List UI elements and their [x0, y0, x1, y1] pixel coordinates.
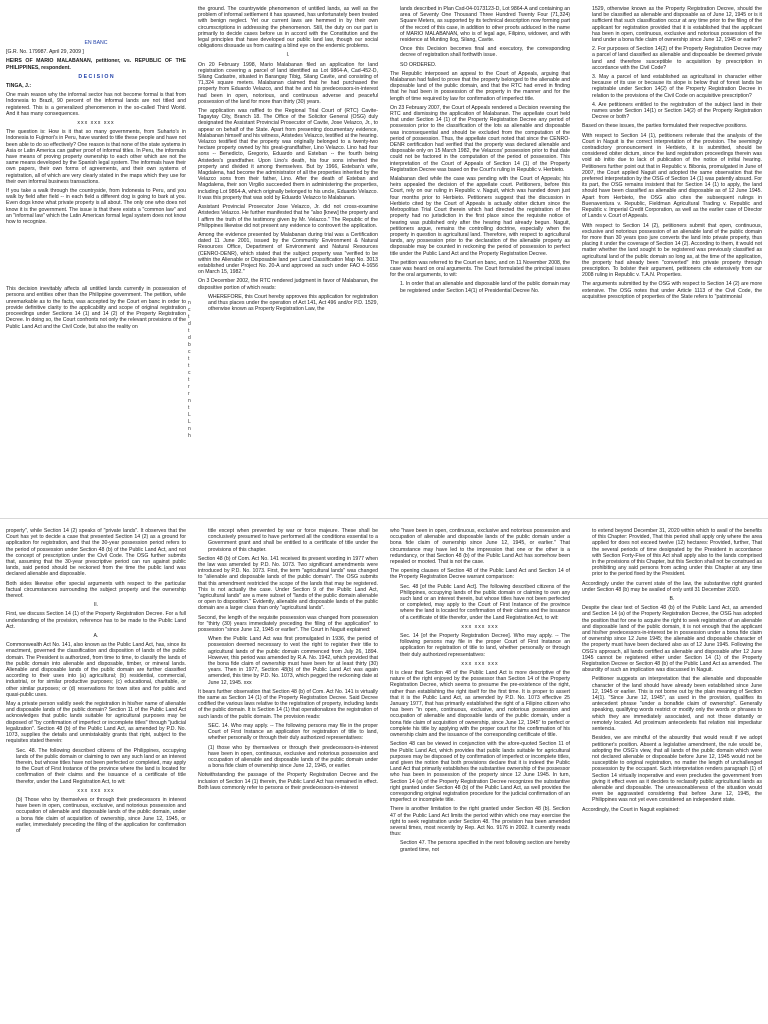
paragraph: First, we discuss Section 14 (1) of the Property Registration Decree. For a full understanding of the provision, reference has to be made to the Public Land Act. — [6, 611, 186, 630]
page2-column-4 — [582, 528, 762, 1022]
paragraph: On 20 February 1998, Mario Malabanan filed an application for land registration covering a parcel of land identified as Lot 9864-A, Cad-452-D, Silang Cadastre, situated in Barangay Tibig, Silang Cavite, and consisting of 71,324 square meters. Malabanan claimed that he had purchased the property from Eduardo Velazco, and that he and his predecessors-in-interest had been in open, notorious, and continuous adverse and peaceful possession of the land for more than thirty (30) years. — [198, 61, 378, 105]
paragraph: It is clear that Section 48 of the Public Land Act is more descriptive of the nature of the right enjoyed by the possessor than Section 14 of the Property Registration Decree, which seems to presume the pre-existence of the right, rather than establishing the right itself for the first time. It is proper to assert that it is the Public Land Act, as amended by P.D. No. 1073 effective 25 January 1977, that has primarily established the right of a Filipino citizen who has been "in open, continuous, exclusive, and notorious possession and occupation of alienable and disposable lands of the public domain, under a bona fide claim of acquisition of ownership, since June 12, 1945" to perfect or complete his title by applying with the proper court for the confirmation of his ownership claim and the issuance of the corresponding certificate of title. — [390, 670, 570, 739]
block-quote: 3. May a parcel of land established as agricultural in character either because of its use or because its slope is below that of forest lands be registrable under Section 14(2) of the Property Registration Decree in relation to the provisions of the Civil Code on acquisitive prescription? — [592, 74, 762, 99]
separator: xxx xxx xxx — [77, 120, 115, 127]
top-spacer — [6, 6, 186, 40]
ponente: TINGA, J.: — [6, 83, 32, 90]
block-quote: Sec. 48 [of the Public Land Act]. The following described citizens of the Philippines, occupying lands of the public domain or claiming to own any such land or an interest therein, but whose titles have not been perfected or completed, may apply to the Court of First Instance of the province where the land is located for confirmation of their claims and the issuance of a certificate of title therefor, under the Land Registration Act, to wit: — [400, 583, 570, 621]
paragraph: With respect to Section 14 (2), petitioners submit that open, continuous, exclusive and notorious possession of an alienable land of the public domain for more than 30 years ipso jure converts the land into private property, thus placing it under the coverage of Section 14 (2). According to them, it would not matter whether the land sought to be registered was previously classified as agricultural land of the public domain so long as, at the time of the application, the property had already been "converted" into private property through prescription. To bolster their argument, petitioners cite extensively from our 2008 ruling in Republic v. T.A.N. Properties. — [582, 222, 762, 279]
paragraph: One main reason why the informal sector has not become formal is that from Indonesia to Brazil, 90 percent of the informal lands are not titled and registered. This is a generalized phenomenon in the so-called Third World. And it has many consequences. — [6, 92, 186, 117]
page1-column-1 — [6, 6, 186, 514]
paragraph: Section 48 (b) of Com. Act No. 141 received its present wording in 1977 when the law was amended by P.D. No. 1073. Two significant amendments were introduced by P.D. No. 1073. First, the term "agricultural lands" was changed to "alienable and disposable lands of the public domain". The OSG submits that this amendment restricted the scope of the lands that may be registered. This is not actually the case. Under Section 9 of the Public Land Act, "agricultural lands" are a mere subset of "lands of the public domain alienable or open to disposition." Evidently, alienable and disposable lands of the public domain are a larger class than only "agricultural lands". — [198, 555, 378, 612]
paragraph: The question is: How is it that so many governments, from Suharto's in Indonesia to Fujimori's in Peru, have wanted to title these people and have not been able to do so effectively? One reason is that none of the state systems in Asia or Latin America can gather proof of informal titles. In Peru, the informals have means of proving property ownership to each other which are not the same means developed by the Spanish legal system. The informals have their own papers, their own forms of agreements, and their own systems of registration, all of which are very clearly stated in the maps which they use for their own informal business transactions. — [6, 129, 186, 185]
section-number: II. — [93, 602, 99, 609]
paragraph: Second, the length of the requisite possession was changed from possession for "thirty (30) years immediately preceding the filing of the application" to possession "since June 12, 1945 or earlier". The Court in Naguit explained: — [198, 614, 378, 634]
block-quote: lands described in Plan Csd-04-0173123-D, Lot 9864-A and containing an area of Seventy One Thousand Three Hundred Twenty Four (71,324) Square Meters, as supported by its technical description now forming part of the record of this case, in addition to other proofs adduced in the name of MARIO MALABANAN, who is of legal age, Filipino, widower, and with residence at Munting Ilog, Silang, Cavite. — [400, 6, 570, 44]
separator: xxx xxx xxx — [461, 623, 499, 630]
document-page-2 — [0, 522, 768, 1024]
paragraph: This decision inevitably affects all untitled lands currently in possession of persons and entities other than the Philippine government. The petition, while unremarkable as to the facts, was accepted by the Court en banc in order to provide definitive clarity to the applicability and scope of original registration proceedings under Sections 14 (1) and 14 (2) of the Property Registration Decree. In doing so, the Court confronts not only the relevant provisions of the Public Land Act and the Civil Code, but also the reality on — [6, 286, 186, 330]
block-quote: Besides, we are mindful of the absurdity that would result if we adopt petitioner's position. Absent a legislative amendment, the rule would be, adopting the OSG's view, that all lands of the public domain which were not declared alienable or disposable before June 12, 1945 would not be susceptible to original registration, no matter the length of unchallenged possession by the occupant. Such interpretation renders paragraph (1) of Section 14 virtually inoperative and even precludes the government from giving it effect even as it decides to reclassify public agricultural lands as alienable and disposable. The unreasonableness of the situation would even be aggravated considering that before June 12, 1945, the Philippines was not yet even considered an independent state. — [592, 735, 762, 804]
paragraph: Among the evidence presented by Malabanan during trial was a Certification dated 11 June 2001, issued by the Community Environment & Natural Resources Office, Department of Environment and Natural Resources (CENRO-DENR), which stated that the subject property was "verified to be within the Alienable or Disposable land per Land Classification Map No. 3013 established under Project No. 20-A and approved as such under FAO 4-1656 on March 15, 1982." — [198, 231, 378, 276]
page2-column-1 — [6, 528, 186, 1022]
page2-column-3 — [390, 528, 570, 1022]
page1-column-4 — [582, 6, 762, 514]
paragraph: On 23 February 2007, the Court of Appeals rendered a Decision reversing the RTC and dismissing the application of Malabanan. The appellate court held that under Section 14 (1) of the Property Registration Decree any period of possession prior to the classification of the lots as alienable and disposable was inconsequential and should be excluded from the computation of the period of possession. Thus, the appellate court noted that since the CENRO-DENR certification had verified that the property was declared alienable and disposable only on 15 March 1982, the Velazcos' possession prior to that date could not be factored in the computation of the period of possession. This interpretation of the Court of Appeals of Section 14 (1) of the Property Registration Decree was based on the Court's ruling in Republic v. Herbieto. — [390, 104, 570, 173]
block-quote: When the Public Land Act was first promulgated in 1936, the period of possession deemed necessary to vest the right to register their title to agricultural lands of the public domain commenced from July 26, 1894. However, this period was amended by R.A. No. 1942, which provided that the bona fide claim of ownership must have been for at least thirty (30) years. Then in 1977, Section 48(b) of the Public Land Act was again amended, this time by P.D. No. 1073, which pegged the reckoning date at June 12, 1945. xxx — [208, 636, 378, 686]
paragraph: the ground. The countrywide phenomenon of untitled lands, as well as the problem of informal settlement it has spawned, has unfortunately been treated with benign neglect. Yet our current laws are hemmed in by their own circumscriptions in addressing the phenomenon. Still, the duty on our part is primarily to decide cases before us in accord with the Constitution and the legal principles that have developed our public land law, though our social obligations dissuade us from casting a blind eye on the endemic problems. — [198, 6, 378, 50]
paragraph: who "have been in open, continuous, exclusive and notorious possession and occupation of alienable and disposable lands of the public domain under a bona fide claim of ownership since June 12, 1945, or earlier." That circumstance may have led to the impression that one or the other is a redundancy, or that Section 48 (b) of the Public Land Act has somehow been repealed or mooted. That is not the case. — [390, 528, 570, 566]
paragraph: Accordingly, the Court in Naguit explained: — [582, 806, 680, 813]
block-quote: 1529, otherwise known as the Property Registration Decree, should the land be classified as alienable and disposable as of June 12, 1945 or is it sufficient that such classification occur at any time prior to the filing of the applicant for registration provided that it is established that the applicant has been in open, continuous, exclusive and notorious possession of the land under a bona fide claim of ownership since June 12, 1945 or earlier? — [592, 6, 762, 44]
court-division: EN BANC — [84, 40, 108, 46]
paragraph: The arguments submitted by the OSG with respect to Section 14 (2) are more extensive. The OSG notes that under Article 1113 of the Civil Code, the acquisitive prescription of properties of the State refers to "patrimonial — [582, 281, 762, 300]
gap-spacer — [6, 228, 186, 286]
section-number: I. — [286, 52, 290, 59]
paragraph: There is another limitation to the right granted under Section 48 (b). Section 47 of the Public Land Act limits the period within which one may exercise the right to seek registration under Section 48. The provision has been amended several times, most recently by Rep. Act No. 9176 in 2002. It currently reads thus: — [390, 806, 570, 838]
document-type: D E C I S I O N — [78, 73, 114, 80]
paragraph: Commonwealth Act No. 141, also known as the Public Land Act, has, since its enactment, governed the classification and disposition of lands of the public domain. The President is authorized, from time to time, to classify the lands of the public domain into alienable and disposable, timber, or mineral lands. Alienable and disposable lands of the public domain are further classified according to their uses into (a) agricultural; (b) residential, commercial, industrial, or for similar productive purposes; (c) educational, charitable, or other similar purposes; or (d) reservations for town sites and for public and quasi-public uses. — [6, 642, 186, 698]
block-quote: 1. In order that an alienable and disposable land of the public domain may be registered under Section 14(1) of Presidential Decree No. — [400, 281, 570, 294]
separator: xxx xxx xxx — [77, 787, 115, 794]
block-quote: Once this Decision becomes final and executory, the corresponding decree of registration shall forthwith issue. — [400, 46, 570, 59]
paragraph: With respect to Section 14 (1), petitioners reiterate that the analysis of the Court in Naguit is the correct interpretation of the provision. The seemingly contradictory pronouncement in Herbieto, it is submitted, should be considered obiter dictum, since the land registration proceedings therein was void ab initio due to lack of publication of the notice of initial hearing. Petitioners further point out that in Republic v. Bibonia, promulgated in June of 2007, the Court applied Naguit and adopted the same observation that the preferred interpretation by the OSG of Section 14 (1) was patently absurd. For its part, the OSG remains insistent that for Section 14 (1) to apply, the land should have been classified as alienable and disposable as of 12 June 1945. Apart from Herbieto, the OSG also cites the subsequent rulings in Buenaventura v. Republic, Fieldman Agricultural Trading v. Republic and Republic v. Imperial Credit Corporation, as well as the earlier case of Director of Lands v. Court of Appeals. — [582, 132, 762, 220]
separator: xxx xxx xxx — [461, 660, 499, 667]
page1-column-2 — [198, 6, 378, 514]
block-quote: WHEREFORE, this Court hereby approves this application for registration and thus places under the operation of Act 141, Act 496 and/or P.D. 1529, otherwise known as Property Registration Law, the — [208, 293, 378, 313]
paragraph: The petition was referred to the Court en banc, and on 11 November 2008, the case was heard on oral arguments. The Court formulated the principal issues for the oral arguments, to wit: — [390, 259, 570, 279]
margin-marks — [188, 300, 194, 440]
block-quote: Petitioner suggests an interpretation that the alienable and disposable character of the land should have already been established since June 12, 1945 or earlier. This is not borne out by the plain meaning of Section 14(1). "Since June 12, 1945", as used in the provision, qualifies its antecedent phrase "under a bonafide claim of ownership". Generally speaking, qualifying words restrict or modify only the words or phrases to which they are immediately associated, and not those distantly or remotely located. Ad proximum antecedents fiat relation nisi impediatur sentencia. — [592, 676, 762, 733]
page-divider — [0, 518, 768, 519]
page2-column-2 — [198, 528, 378, 1022]
paragraph: On 3 December 2002, the RTC rendered judgment in favor of Malabanan, the dispositive portion of which reads: — [198, 278, 378, 291]
paragraph: Notwithstanding the passage of the Property Registration Decree and the inclusion of Section 14 (1) therein, the Public Land Act has remained in effect. Both laws commonly refer to persons or their predecessors-in-interest — [198, 772, 378, 791]
paragraph: Both sides likewise offer special arguments with respect to the particular factual circumstances surrounding the subject property and the ownership thereof. — [6, 580, 186, 600]
page1-column-3 — [390, 6, 570, 514]
block-quote: Sec. 48. The following described citizens of the Philippines, occupying lands of the public domain or claiming to own any such land or an interest therein, but whose titles have not been perfected or completed, may apply to the Court of First Instance of the province where the land is located for confirmation of their claims and the issuance of a certificate of title therefor, under the Land Registration Act, to wit: — [16, 747, 186, 785]
paragraph: Despite the clear text of Section 48 (b) of the Public Land Act, as amended and Section 14 (a) of the Property Registration Decree, the OSG has adopted the position that for one to acquire the right to seek registration of an alienable and disposable land of the public domain, it is not enough that the applicant and his/her predecessors-in-interest be in possession under a bona fide claim of ownership since 12 June 1945; the alienable and disposable character of the property must have been declared also as of 12 June 1945. Following the OSG's approach, all lands certified as alienable and disposable after 12 June 1945 cannot be registered either under Section 14 (1) of the Property Registration Decree or Section 48 (b) of the Public Land Act as amended. The absurdity of such an implication was discussed in Naguit. — [582, 605, 762, 674]
paragraph: Accordingly under the current state of the law, the substantive right granted under Section 48 (b) may be availed of only until 31 December 2020. — [582, 580, 762, 593]
block-quote: Sec. 14 [of the Property Registration Decree]. Who may apply. -- The following persons may file in the proper Court of First Instance an application for registration of title to land, whether personally or through their duly authorized representatives: — [400, 633, 570, 658]
block-quote: (1) those who by themselves or through their predecessors-in-interest have been in open, continuous, exclusive and notorious possession and occupation of alienable and disposable lands of the public domain under a bona fide claim of ownership since June 12, 1945, or earlier. — [208, 744, 378, 770]
paragraph: Based on these issues, the parties formulated their respective positions. — [582, 123, 748, 130]
paragraph: Malabanan died while the case was pending with the Court of Appeals; his heirs appealed the decision of the appellate court. Petitioners, before this Court, rely on our ruling in Republic v. Naguit, which was handed down just four months prior to Herbieto. Petitioners suggest that the discussion in Herbieto cited by the Court of Appeals is actually obiter dictum since the Metropolitan Trial Court therein which had directed the registration of the property had no jurisdiction in the first place since the requisite notice of hearing was published only after the hearing had already begun. Naguit, petitioners argue, remains the controlling doctrine, especially when the property in question is agricultural land. Therefore, with respect to agricultural lands, any possession prior to the declaration of the alienable property as disposable may be counted in reckoning the period of possession to perfect title under the Public Land Act and the Property Registration Decree. — [390, 176, 570, 257]
section-letter: A. — [93, 633, 99, 640]
paragraph: The Republic interposed an appeal to the Court of Appeals, arguing that Malabanan had failed to prove that the property belonged to the alienable and disposable land of the public domain, and that the RTC had erred in finding that he had been in possession of the property in the manner and for the length of time required by law for confirmation of imperfect title. — [390, 70, 570, 102]
paragraph: property", while Section 14 (2) speaks of "private lands". It observes that the Court has yet to decide a case that presented Section 14 (2) as a ground for application for registration, and that the 30-year possession period refers to the period of possession under Section 48 (b) of the Public Land Act, and not the concept of prescription under the Civil Code. The OSG further submits that, assuming that the 30-year prescriptive period can run against public lands, said period should be reckoned from the time the public land was declared alienable and disposable. — [6, 528, 186, 578]
case-citation: [G.R. No. 179987. April 29, 2009 ] — [6, 49, 84, 56]
block-quote: 2. For purposes of Section 14(2) of the Property Registration Decree may a parcel of land classified as alienable and disposable be deemed private land and therefore susceptible to acquisition by prescription in accordance with the Civil Code? — [592, 46, 762, 71]
margin-mark-text: n c t d t d b c t t c t r r n t L L n h — [188, 300, 191, 439]
paragraph: Section 48 can be viewed in conjunction with the afore-quoted Section 11 of the Public Land Act, which provides that public lands suitable for agricultural purposes may be disposed of by confirmation of imperfect or incomplete titles, and given the notion that both provisions declare that it is indeed the Public Land Act that primarily establishes the substantive ownership of the possessor who has been in possession of the property since 12 June 1945. In turn, Section 14 (a) of the Property Registration Decree recognizes the substantive right granted under Section 48 (b) of the Public Land Act, as well provides the corresponding original registration procedure for the judicial confirmation of an imperfect or incomplete title. — [390, 741, 570, 804]
paragraph: The application was raffled to the Regional Trial Court of (RTC) Cavite-Tagaytay City, Branch 18. The Office of the Solicitor General (OSG) duly designated the Assistant Provincial Prosecutor of Cavite, Jose Velazco, Jr., to appear on behalf of the State. Apart from presenting documentary evidence, Malabanan himself and his witness, Aristedes Velazco, testified at the hearing. Velazco testified that the property was originally belonged to a twenty-two hectare property owned by his great-grandfather, Lino Velazco. Lino had four sons -- Benedicto, Gregorio, Eduardo and Esteban -- the fourth being Aristedes's grandfather. Upon Lino's death, his four sons inherited the property and divided it among themselves. But by 1966, Esteban's wife, Magdalena, had become the administrator of all the properties inherited by the Velazco sons from their father, Lino. After the death of Esteban and Magdalena, their son Virgilio succeeded them in administering the properties, including Lot 9864-A, which originally belonged to his uncle, Eduardo Velazco. It was this property that was sold by Eduardo Velazco to Malabanan. — [198, 108, 378, 201]
block-quote: title except when prevented by war or force majeure. These shall be conclusively presumed to have performed all the conditions essential to a Government grant and shall be entitled to a certificate of title under the provisions of this chapter. — [208, 528, 378, 553]
paragraph: If you take a walk through the countryside, from Indonesia to Peru, and you walk by field after field -- in each field a different dog is going to bark at you. Even dogs know what private property is all about. The only one who does not know it is the government. The issue is that there exists a "common law" and an "informal law" which the Latin American formal legal system does not know how to recognize. — [6, 188, 186, 226]
paragraph: Assistant Provincial Prosecutor Jose Velazco, Jr. did not cross-examine Aristedes Velazco. He further manifested that he "also [knew] the property and I affirm the truth of the testimony given by Mr. Velazco." The Republic of the Philippines likewise did not present any evidence to controvert the application. — [198, 204, 378, 229]
block-quote: SEC. 14. Who may apply. -- The following persons may file in the proper Court of First Instance an application for registration of title to land, whether personally or through their duly authorized representatives: — [208, 722, 378, 742]
section-letter: B. — [669, 596, 675, 603]
block-quote: 4. Are petitioners entitled to the registration of the subject land in their names under Section 14(1) or Section 14(2) of the Property Registration Decree or both? — [592, 101, 762, 121]
block-quote: to extend beyond December 31, 2020 within which to avail of the benefits of this Chapter: Provided, That this period shall apply only where the area applied for does not exceed twelve (12) hectares: Provided, further, That the several periods of time designated by the President in accordance with Section Forty-Five of this Act shall apply also to the lands comprised in the provisions of this Chapter, but this Section shall not be construed as prohibiting any said persons from acting under this Chapter at any time prior to the period fixed by the President. — [592, 528, 762, 578]
case-parties: HEIRS OF MARIO MALABANAN, petitioner, vs. REPUBLIC OF THE PHILIPPINES, respondent. — [6, 58, 186, 71]
block-quote: (b) Those who by themselves or through their predecessors in interest have been in open, continuous, exclusive, and notorious possession and occupation of alienable and disposable lands of the public domain, under a bona fide claim of acquisition of ownership, since June 12, 1945, or earlier, immediately preceding the filing of the application for confirmation of — [16, 796, 186, 834]
paragraph: It bears further observation that Section 48 (b) of Com. Act No. 141 is virtually the same as Section 14 (1) of the Property Registration Decree. Said Decree codified the various laws relative to the registration of property, including lands of the public domain. It is Section 14 (1) that operationalizes the registration of such lands of the public domain. The provision reads: — [198, 688, 378, 720]
block-quote: Section 47. The persons specified in the next following section are hereby granted time, not — [400, 840, 570, 853]
paragraph: The opening clauses of Section 48 of the Public Land Act and Section 14 of the Property Registration Decree warrant comparison: — [390, 568, 570, 581]
block-quote: SO ORDERED. — [400, 61, 437, 68]
paragraph: May a private person validly seek the registration in his/her name of alienable and disposable lands of the public domain? Section 11 of the Public Land Act acknowledges that public lands suitable for agricultural purposes may be disposed of "by confirmation of imperfect or incomplete titles" through "judicial legalization". Section 48 (b) of the Public Land Act, as amended by P.D. No. 1073, supplies the details and unmistakably grants that right, subject to the requisites stated therein: — [6, 701, 186, 745]
